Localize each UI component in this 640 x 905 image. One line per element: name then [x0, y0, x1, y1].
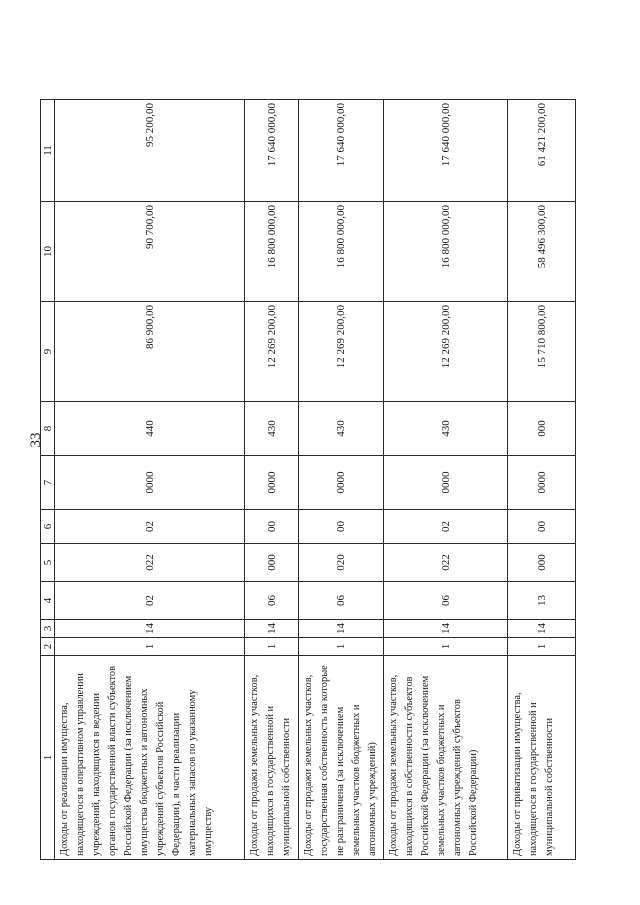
code-element: 02 — [384, 510, 508, 544]
column-number: 6 — [41, 510, 55, 544]
column-number: 1 — [41, 656, 55, 860]
code-program: 0000 — [55, 456, 245, 510]
code-economic: 000 — [508, 402, 576, 456]
amount-year-1: 86 900,00 — [55, 302, 245, 402]
code-economic: 440 — [55, 402, 245, 456]
code-group: 1 — [508, 638, 576, 656]
amount-year-2: 16 800 000,00 — [245, 202, 299, 302]
table-header-row — [41, 100, 55, 860]
code-article: 06 — [384, 582, 508, 620]
column-number: 10 — [41, 202, 55, 302]
code-economic: 430 — [245, 402, 299, 456]
code-subarticle: 000 — [508, 544, 576, 582]
column-number: 8 — [41, 402, 55, 456]
code-subgroup: 14 — [384, 620, 508, 638]
code-subarticle: 022 — [384, 544, 508, 582]
code-program: 0000 — [299, 456, 384, 510]
column-number: 7 — [41, 456, 55, 510]
amount-year-3: 61 421 200,00 — [508, 100, 576, 202]
code-program: 0000 — [384, 456, 508, 510]
table-row — [55, 100, 245, 860]
code-group: 1 — [55, 638, 245, 656]
page-number: 33 — [28, 432, 44, 448]
code-economic: 430 — [384, 402, 508, 456]
column-number: 5 — [41, 544, 55, 582]
income-description: Доходы от реализации имущества, находящегося в оперативном управлении учреждений, находящихся в ведении органов государственной власти субъектов Российской Федерации (за исключением имущества бюджетных и автономных учреждений субъектов Российской Федерации), в части реализации материальных запасов по указанному имуществу — [55, 656, 245, 860]
code-subarticle: 022 — [55, 544, 245, 582]
income-description: Доходы от продажи земельных участков, находящихся в собственности субъектов Российской Федерации (за исключением земельных участков бюджетных и автономных учреждений субъектов Российской Федерации) — [384, 656, 508, 860]
amount-year-3: 17 640 000,00 — [299, 100, 384, 202]
column-number: 9 — [41, 302, 55, 402]
column-number: 4 — [41, 582, 55, 620]
code-subarticle: 000 — [245, 544, 299, 582]
code-economic: 430 — [299, 402, 384, 456]
code-group: 1 — [384, 638, 508, 656]
code-element: 02 — [55, 510, 245, 544]
amount-year-1: 15 710 800,00 — [508, 302, 576, 402]
table-row — [508, 100, 576, 860]
column-number: 3 — [41, 620, 55, 638]
column-number: 2 — [41, 638, 55, 656]
code-element: 00 — [245, 510, 299, 544]
table-row — [245, 100, 299, 860]
code-subgroup: 14 — [245, 620, 299, 638]
income-description: Доходы от приватизации имущества, находящегося в государственной и муниципальной собственности — [508, 656, 576, 860]
amount-year-2: 16 800 000,00 — [384, 202, 508, 302]
amount-year-1: 12 269 200,00 — [299, 302, 384, 402]
table-row — [299, 100, 384, 860]
code-element: 00 — [508, 510, 576, 544]
amount-year-2: 16 800 000,00 — [299, 202, 384, 302]
code-subarticle: 020 — [299, 544, 384, 582]
code-subgroup: 14 — [508, 620, 576, 638]
revenue-table — [40, 99, 576, 860]
code-article: 02 — [55, 582, 245, 620]
table-row — [384, 100, 508, 860]
amount-year-3: 17 640 000,00 — [245, 100, 299, 202]
amount-year-1: 12 269 200,00 — [384, 302, 508, 402]
code-article: 13 — [508, 582, 576, 620]
amount-year-2: 90 700,00 — [55, 202, 245, 302]
code-article: 06 — [299, 582, 384, 620]
amount-year-2: 58 496 300,00 — [508, 202, 576, 302]
code-subgroup: 14 — [55, 620, 245, 638]
amount-year-3: 17 640 000,00 — [384, 100, 508, 202]
code-article: 06 — [245, 582, 299, 620]
code-program: 0000 — [508, 456, 576, 510]
code-element: 00 — [299, 510, 384, 544]
amount-year-3: 95 200,00 — [55, 100, 245, 202]
income-description: Доходы от продажи земельных участков, находящихся в государственной и муниципальной собственности — [245, 656, 299, 860]
column-number: 11 — [41, 100, 55, 202]
code-subgroup: 14 — [299, 620, 384, 638]
code-program: 0000 — [245, 456, 299, 510]
income-description: Доходы от продажи земельных участков, государственная собственность на которые не разграничена (за исключением земельных участков бюджетных и автономных учреждений) — [299, 656, 384, 860]
amount-year-1: 12 269 200,00 — [245, 302, 299, 402]
code-group: 1 — [245, 638, 299, 656]
code-group: 1 — [299, 638, 384, 656]
